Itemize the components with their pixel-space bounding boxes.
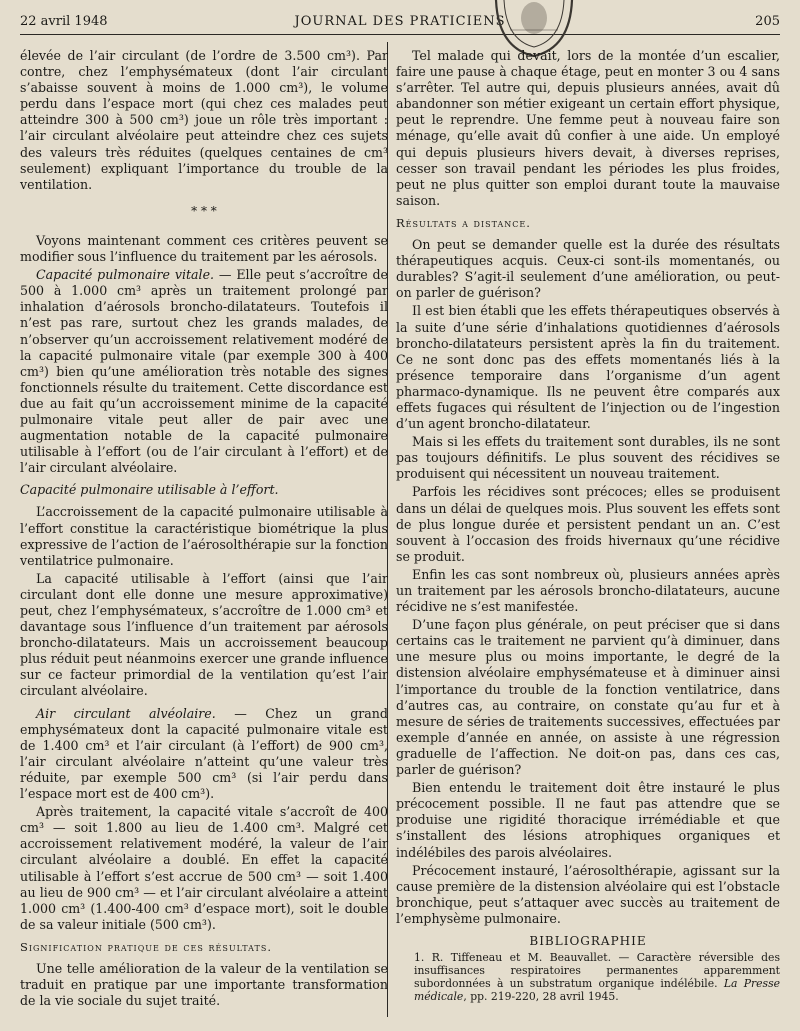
bibliography-journal: La Presse médicale [414, 977, 781, 1004]
paragraph: Précocement instauré, l’aérosolthérapie, agissant sur la cause première de la distension alvéolaire qui est l’obstacle bronchique, peut s’attaquer avec succès au traitement de l’emphysème pulmonaire. [396, 862, 780, 926]
paragraph: Parfois les récidives sont précoces; elles se produisent dans un délai de quelques mois. Plus souvent les effets sont de plus longue durée et persistent pendant un an. C’est souvent à l’occasion des froids hivernaux qu’une récidive se produit. [396, 484, 780, 564]
paragraph: Voyons maintenant comment ces critères peuvent se modifier sous l’influence du traitement par les aérosols. [20, 232, 388, 265]
paragraph [20, 267, 388, 476]
run-in-title: Capacité pulmonaire vitale. [36, 267, 215, 283]
paragraph: Tel malade qui devait, lors de la montée d’un escalier, faire une pause à chaque étage, peut en monter 3 ou 4 sans s’arrêter. Tel autre qui, depuis plusieurs années, avait dû abandonner son métier exigeant un certain effort physique, peut le reprendre. Une femme peut à nouveau faire son ménage, qu’elle avait dû confier à une aide. Un employé qui depuis plusieurs hivers devait, à diverses reprises, cesser son travail pendant les périodes les plus froides, peut ne plus quitter son emploi durant toute la mauvaise saison. [396, 48, 780, 208]
subheading [20, 482, 388, 498]
paragraph: Une telle amélioration de la valeur de la ventilation se traduit en pratique par une importante transformation de la vie sociale du sujet traité. [20, 960, 388, 1009]
run-in-title: Air circulant alvéolaire. [36, 705, 216, 721]
header-journal-title: JOURNAL DES PRATICIENS [294, 14, 506, 29]
subheading-text: Capacité pulmonaire utilisable à l’effort. [20, 482, 279, 498]
paragraph: Mais si les effets du traitement sont durables, ils ne sont pas toujours définitifs. Le plus souvent des récidives se produisent qui nécessitent un nouveau traitement. [396, 434, 780, 482]
paragraph [20, 706, 388, 803]
section-heading: Signification pratique de ces résultats. [20, 939, 272, 954]
paragraph: Bien entendu le traitement doit être instauré le plus précocement possible. Il ne faut pas attendre que se produise une rigidité thoracique irrémédiable et que s’installent des lésions atrophiques organiques et indélébiles des parois alvéolaires. [396, 780, 780, 860]
paragraph: Enfin les cas sont nombreux où, plusieurs années après un traitement par les aérosols broncho-dilatateurs, aucune récidive ne s’est manifestée. [396, 566, 780, 615]
paragraph: D’une façon plus générale, on peut préciser que si dans certains cas le traitement ne parvient qu’à diminuer, dans une mesure plus ou moins importante, le degré de la distension alvéolaire emphysémateuse et à diminuer ainsi l’importance du trouble de la fonction ventilatrice, dans d’autres cas, au contraire, on constate qu’au fur et à mesure de séries de traitements successives, effectuées par exemple d’année en année, on assiste à une régression graduelle de l’affection. Ne doit-on pas, dans ces cas, parler de guérison? [396, 617, 780, 778]
page-header [20, 10, 780, 35]
paragraph: élevée de l’air circulant (de l’ordre de 3.500 cm³). Par contre, chez l’emphysémateux (dont l’air circulant s’abaisse souvent à moins de 1.000 cm³), le volume perdu dans l’espace mort (qui chez ces malades peut atteindre 300 à 500 cm³) joue un rôle très important : l’air circulant alvéolaire peut atteindre chez ces sujets des valeurs très réduites (quelques centaines de cm³ seulement) expliquant l’importance du trouble de la ventilation. [20, 48, 388, 192]
bibliography-text: 1. R. Tiffeneau et M. Beauvallet. — Caractère réversible des insuffisances respiratoires permanentes apparemment subordonnées à un substratum organique indélébile. [414, 951, 780, 991]
bibliography-title: BIBLIOGRAPHIE [529, 933, 647, 948]
paragraph: Après traitement, la capacité vitale s’accroît de 400 cm³ — soit 1.800 au lieu de 1.400 cm³. Malgré cet accroissement relativement modéré, la valeur de l’air circulant alvéolaire a doublé. En effet la capacité utilisable à l’effort s’est accrue de 500 cm³ — soit 1.400 au lieu de 900 cm³ — et l’air circulant alvéolaire a atteint 1.000 cm³ (1.400-400 cm³ d’espace mort), soit le double de sa valeur initiale (500 cm³). [20, 804, 388, 932]
left-column [20, 48, 388, 1011]
paragraph: Il est bien établi que les effets thérapeutiques observés à la suite d’une série d’inhalations quotidiennes d’aérosols broncho-dilatateurs persistent après la fin du traitement. Ce ne sont donc pas des effets momentanés liés à la présence temporaire dans l’organisme d’un agent pharmaco-dynamique. Ils ne peuvent être comparés aux effets fugaces qui résultent de l’injection ou de l’ingestion d’un agent broncho-dilatateur. [396, 303, 780, 432]
right-column [396, 48, 780, 1005]
paragraph: L’accroissement de la capacité pulmonaire utilisable à l’effort constitue la caractéristique biométrique la plus expressive de l’action de l’aérosolthérapie sur la fonction ventilatrice pulmonaire. [20, 504, 388, 568]
bibliography-entry [396, 951, 780, 1003]
paragraph-text: — Chez un grand emphysémateux dont la capacité pulmonaire vitale est de 1.400 cm³ et l’air circulant (à l’effort) de 900 cm³, l’air circulant alvéolaire n’atteint qu’une valeur très réduite, par exemple 500 cm³ (si l’air perdu dans l’espace mort est de 400 cm³). [20, 705, 388, 802]
section-heading: Résultats a distance. [396, 215, 531, 230]
paragraph: La capacité utilisable à l’effort (ainsi que l’air circulant dont elle donne une mesure approximative) peut, chez l’emphysémateux, s’accroître de 1.000 cm³ et davantage sous l’influence d’un traitement par aérosols broncho-dilatateurs. Mais un accroissement beaucoup plus réduit peut néanmoins exercer une grande influence sur ce facteur primordial de la ventilation qu’est l’air circulant alvéolaire. [20, 570, 388, 699]
bibliography-citation: , pp. 219-220, 28 avril 1945. [463, 990, 619, 1004]
paragraph-text: — Elle peut s’accroître de 500 à 1.000 cm³ après un traitement prolongé par inhalation d’aérosols broncho-dilatateurs. Toutefois il n’est pas rare, surtout chez les grands malades, de n’observer qu’un accroissement relativement modéré de la capacité pulmonaire vitale (par exemple 300 à 400 cm³) bien qu’une amélioration très notable des signes fonctionnels résulte du traitement. Cette discordance est due au fait qu’un accroissement minime de la capacité pulmonaire vitale peut aller de pair avec une augmentation notable de la capacité pulmonaire utilisable à l’effort (ou de l’air circulant à l’effort) et de l’air circulant alvéolaire. [20, 267, 389, 476]
header-page-number: 205 [755, 14, 780, 29]
section-stars: * * * [191, 203, 217, 218]
paragraph: On peut se demander quelle est la durée des résultats thérapeutiques acquis. Ceux-ci sont-ils momentanés, ou durables? S’agit-il seulement d’une amélioration, ou peut-on parler de guérison? [396, 237, 780, 301]
header-date: 22 avril 1948 [20, 14, 108, 29]
